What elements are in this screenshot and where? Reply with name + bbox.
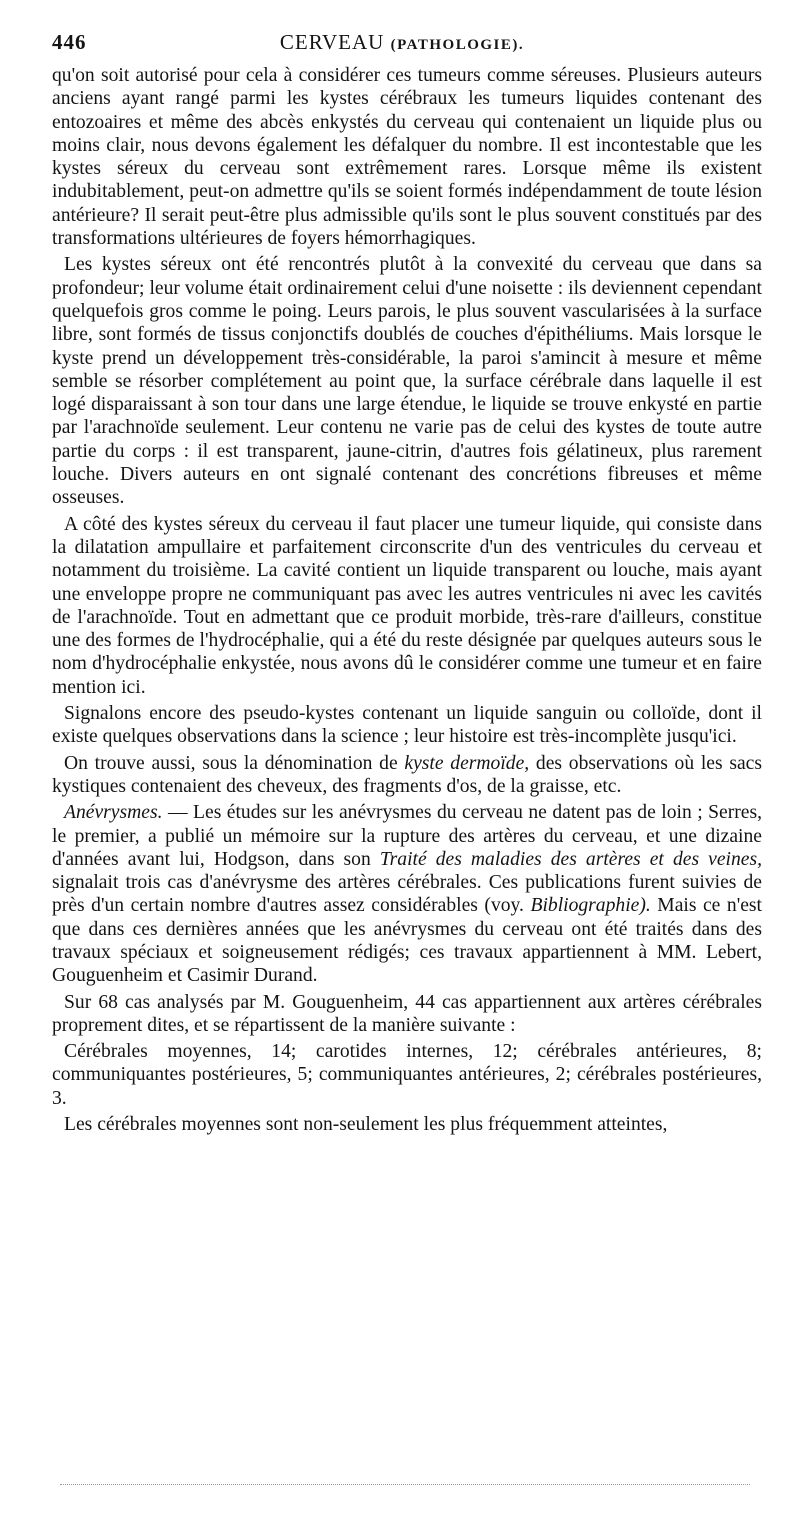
paragraph-kystes-sereux: Les kystes séreux ont été rencontrés plutôt à la convexité du cerveau que dans sa profondeur; leur volume était ordinairement celui d'une noisette : ils deviennent cependant quelquefois gros comme le poing. Leurs parois, le plus souvent vascularisées à la surface libre, sont formés de tissus conjonctifs doublés de couches d'épithéliums. Mais lorsque le kyste prend un développement très-considérable, la paroi s'amincit à mesure et même semble se résorber complétement au point que, la surface cérébrale dans laquelle il est logé disparaissant à son tour dans une large étendue, le liquide se trouve enkysté en partie par l'arachnoïde seulement. Leur contenu ne varie pas de celui des kystes de toute autre partie du corps : il est transparent, jaune-citrin, d'autres fois gélatineux, plus rarement louche. Divers auteurs en ont signalé contenant des concrétions fibreuses et même osseuses.: [52, 254, 762, 509]
page-header: [52, 30, 752, 64]
bibliographie-reference: Bibliographie).: [530, 895, 651, 917]
paragraph-gouguenheim-cases: Sur 68 cas analysés par M. Gouguenheim, 44 cas appartiennent aux artères cérébrales proprement dites, et se répartissent de la manière suivante :: [52, 991, 762, 1036]
paragraph-cerebrales-moyennes: Les cérébrales moyennes sont non-seulement les plus fréquemment atteintes,: [64, 1114, 668, 1136]
book-title-hodgson: Traité des maladies des artères et des veines,: [379, 848, 762, 870]
kyste-dermoide-text-b: des observations où les sacs kystiques contenaient des cheveux, des fragments d'os, de la graisse, etc.: [52, 752, 762, 797]
running-head-title: CERVEAU: [279, 30, 385, 54]
anevrysmes-text-a: — Les études sur les anévrysmes du cerveau ne datent pas de loin ; Serres, le premier, a publié un mémoire sur la rupture des artères du cerveau, et une dizaine d'années avant lui, Hodgson, dans son: [52, 802, 762, 870]
anevrysmes-text-c: Mais ce n'est que dans ces dernières années que les anévrysmes du cerveau ont été traités dans des travaux spéciaux et soigneusement rédigés; ces travaux appartiennent à MM. Lebert, Gouguenheim et Casimir Durand.: [52, 895, 762, 987]
body-text: [52, 64, 762, 1139]
paragraph-tumeur-liquide: A côté des kystes séreux du cerveau il faut placer une tumeur liquide, qui consiste dans la dilatation ampullaire et parfaitement circonscrite d'un des ventricules du cerveau et notamment du troisième. La cavité contient un liquide transparent ou louche, mais ayant une enveloppe propre ne communiquant pas avec les autres ventricules ni avec les cavités de l'arachnoïde. Tout en admettant que ce produit morbide, très-rare d'ailleurs, constitue une des formes de l'hydrocéphalie, qui a été du reste désignée par quelques auteurs sous le nom d'hydrocéphalie enkystée, nous avons dû le considérer comme une tumeur et en faire mention ici.: [52, 513, 762, 698]
anevrysmes-text-b: signalait trois cas d'anévrysme des artères cérébrales. Ces publications furent suivies de près d'un certain nombre d'autres assez considérables (voy.: [52, 872, 762, 917]
paragraph-case-distribution: Cérébrales moyennes, 14; carotides internes, 12; cérébrales antérieures, 8; communiquantes postérieures, 5; communiquantes antérieures, 2; cérébrales postérieures, 3.: [52, 1041, 762, 1109]
paragraph-anevrysmes: [52, 801, 762, 987]
running-head: [52, 30, 752, 55]
running-head-subtitle: (PATHOLOGIE).: [390, 37, 525, 53]
footer-divider: [60, 1484, 750, 1485]
kyste-dermoide-text-a: On trouve aussi, sous la dénomination de: [64, 752, 405, 774]
section-heading-anevrysmes: Anévrysmes.: [64, 802, 163, 824]
paragraph-kystes-cerebraux: qu'on soit autorisé pour cela à considérer ces tumeurs comme séreuses. Plusieurs auteurs anciens ayant rangé parmi les kystes cérébraux les tumeurs liquides contenant des entozoaires et même des abcès enkystés du cerveau qui contenaient un liquide plus ou moins clair, nous devons également les défalquer du nombre. Il est incontestable que les kystes séreux du cerveau sont extrêmement rares. Lorsque même ils existent indubitablement, peut-on admettre qu'ils se soient formés indépendamment de toute lésion antérieure? Il serait peut-être plus admissible qu'ils sont le plus souvent constitués par des transformations ultérieures de foyers hémorrhagiques.: [52, 65, 762, 250]
page-number: 446: [52, 30, 87, 54]
paragraph-kyste-dermoide: [52, 752, 762, 799]
kyste-dermoide-term: kyste dermoïde,: [404, 752, 530, 774]
paragraph-pseudo-kystes: Signalons encore des pseudo-kystes contenant un liquide sanguin ou colloïde, dont il existe quelques observations dans la science ; leur histoire est très-incomplète jusqu'ici.: [52, 703, 762, 748]
